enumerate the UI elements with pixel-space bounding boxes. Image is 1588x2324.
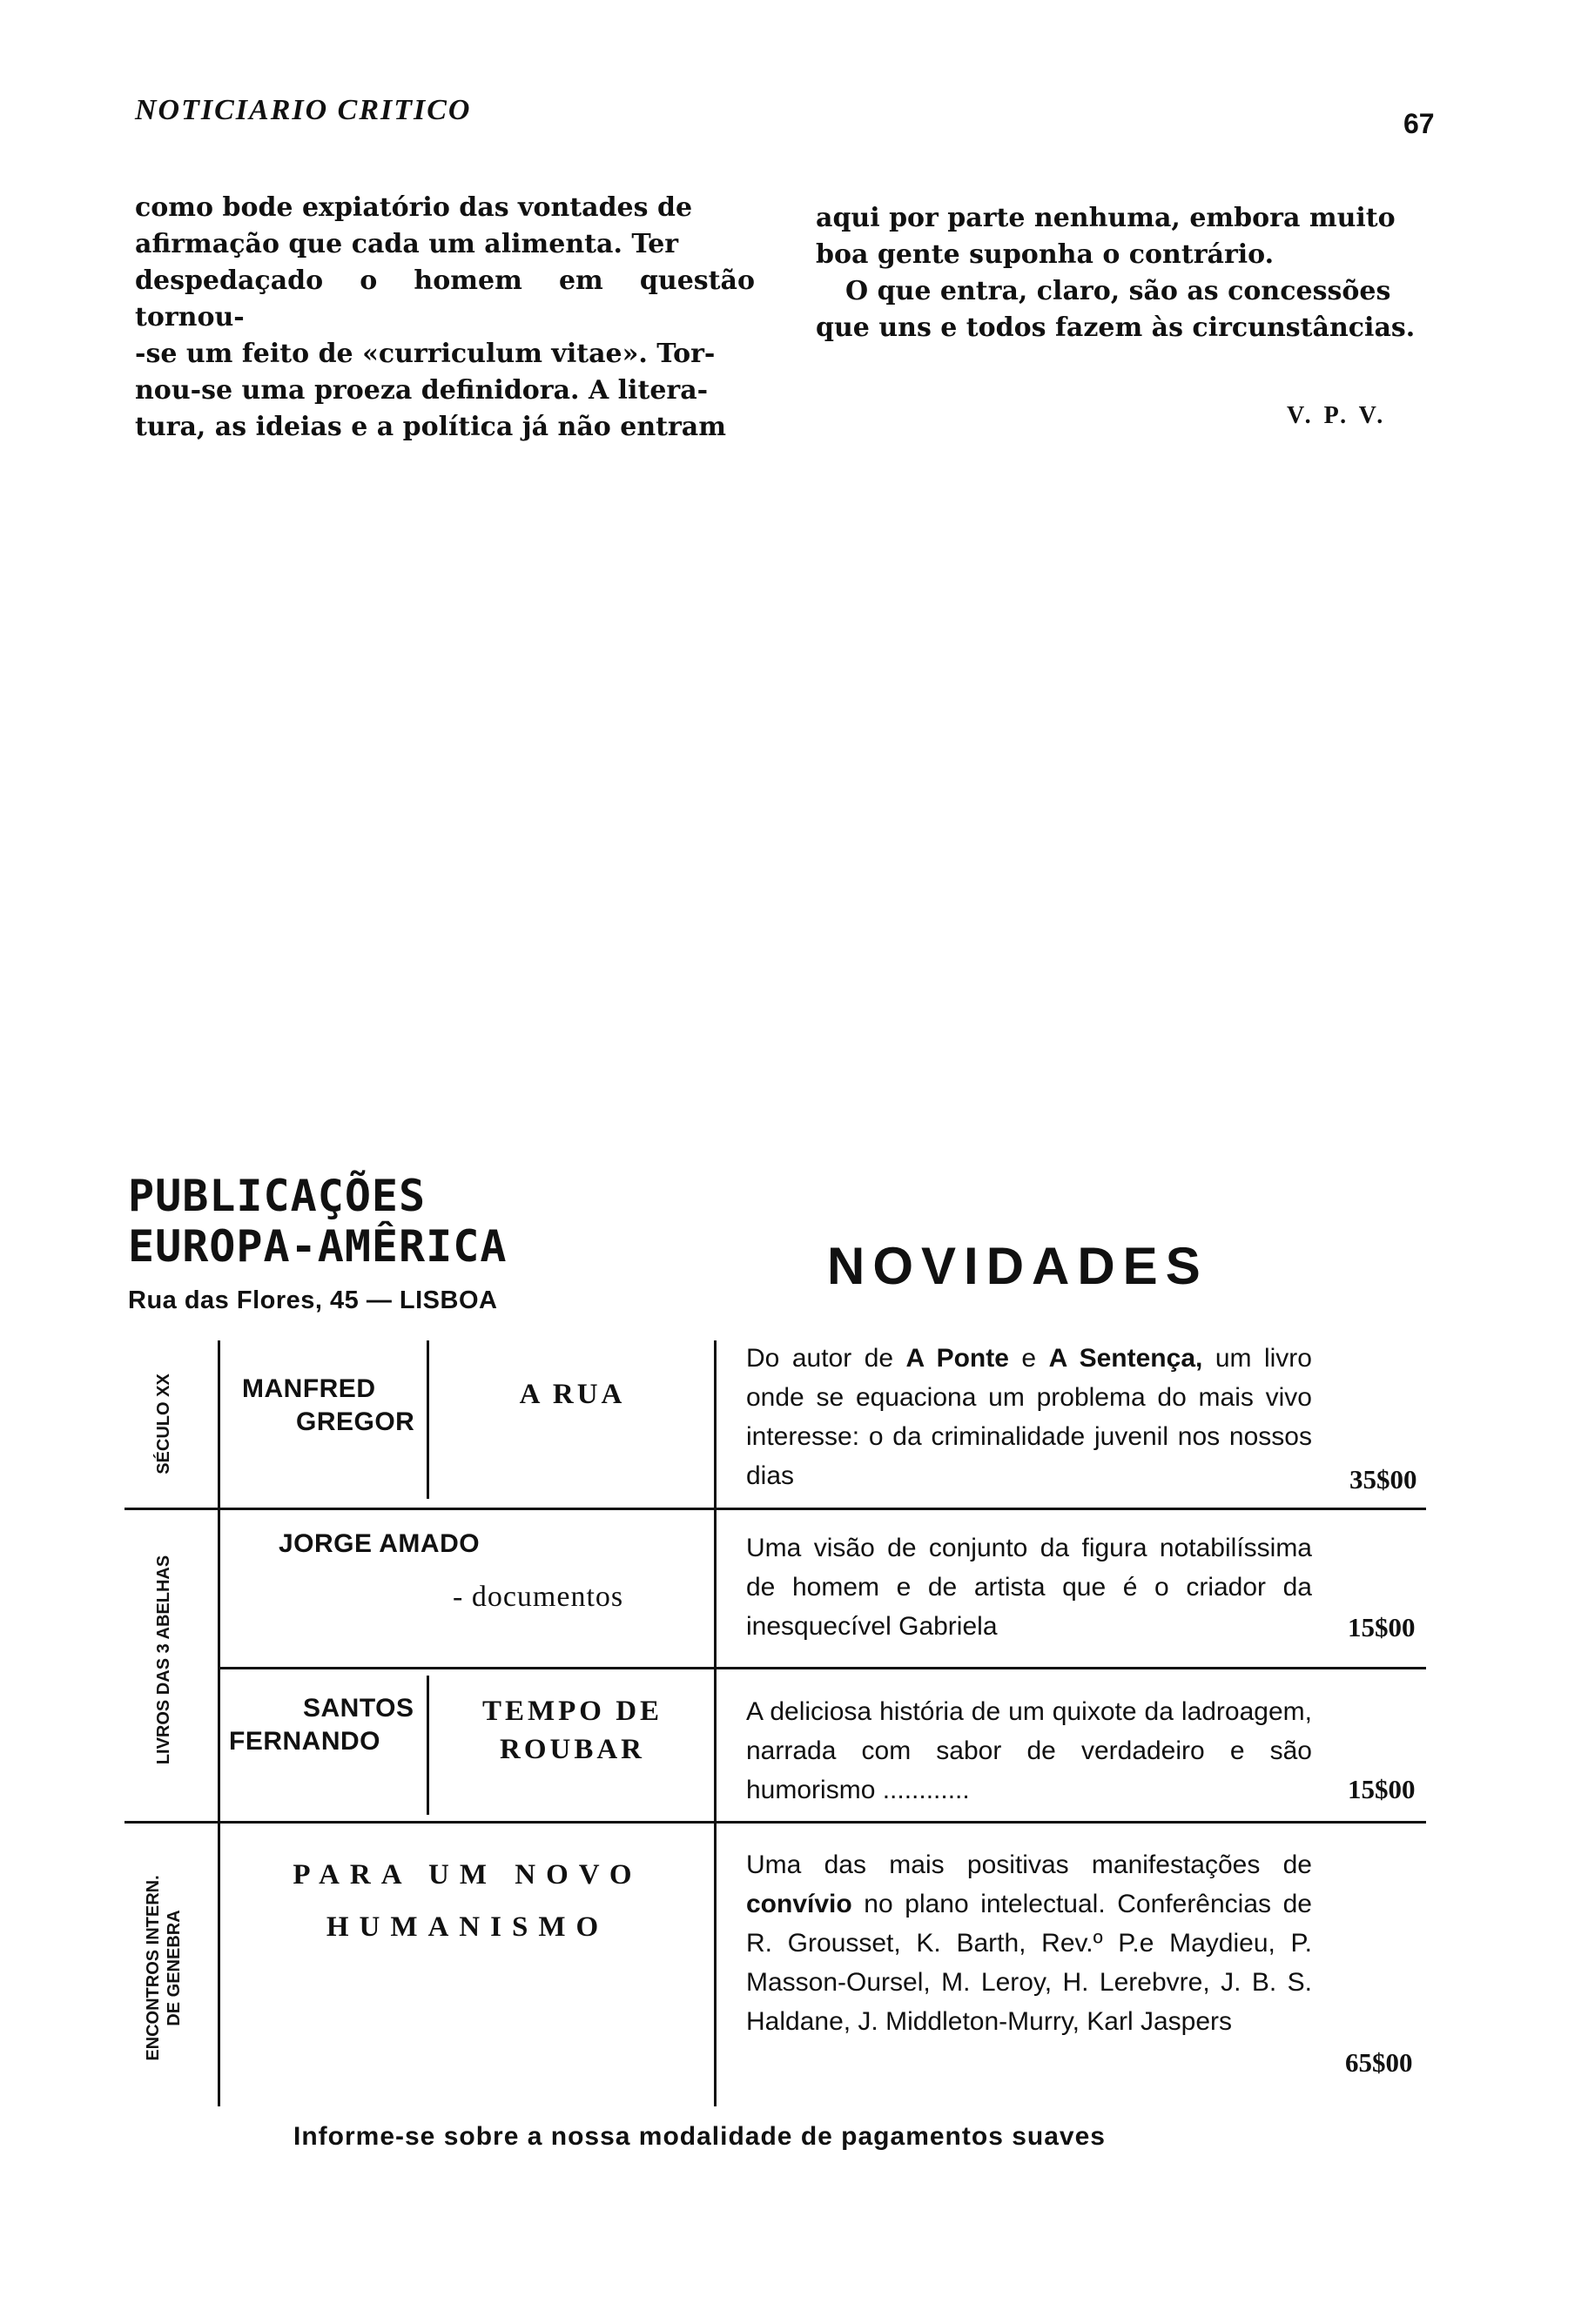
text-line: tura, as ideias e a política já não entram bbox=[135, 412, 726, 442]
collection-livros-3-abelhas: LIVROS DAS 3 ABELHAS bbox=[154, 1555, 173, 1765]
text-line: nou-se uma proeza definidora. A litera- bbox=[135, 375, 709, 406]
author-line: GREGOR bbox=[296, 1407, 415, 1436]
ad-divider bbox=[218, 1667, 1426, 1669]
book-description bbox=[746, 1845, 1312, 2041]
text-line: boa gente suponha o contrário. bbox=[816, 239, 1275, 270]
collection-label-line: DE GENEBRA bbox=[165, 1910, 184, 2026]
book-author: JORGE AMADO bbox=[279, 1529, 481, 1558]
text-line: -se um feito de «curriculum vitae». Tor- bbox=[135, 339, 716, 369]
title-line: ROUBAR bbox=[499, 1734, 645, 1765]
book-title bbox=[435, 1692, 710, 1769]
book-description bbox=[746, 1339, 1312, 1495]
book-title bbox=[228, 1849, 707, 1953]
collection-encontros-genebra bbox=[143, 1859, 186, 2077]
title-line: HUMANISMO bbox=[326, 1911, 609, 1943]
ad-column-rule bbox=[427, 1676, 429, 1815]
running-title: NOTICIARIO CRITICO bbox=[135, 94, 472, 126]
text-line: despedaçado o homem em questão tornou- bbox=[135, 265, 755, 332]
book-price: 15$00 bbox=[1348, 1774, 1416, 1804]
book-price: 35$00 bbox=[1349, 1464, 1417, 1494]
page-number: 67 bbox=[1403, 108, 1435, 139]
title-line: TEMPO DE bbox=[481, 1696, 663, 1727]
desc-bold: convívio bbox=[746, 1890, 852, 1918]
book-author bbox=[242, 1373, 414, 1439]
article-right-column bbox=[816, 200, 1436, 346]
collection-seculo-xx: SÉCULO XX bbox=[154, 1374, 173, 1474]
collection-label-line: ENCONTROS INTERN. bbox=[144, 1875, 163, 2061]
text-line: aqui por parte nenhuma, embora muito bbox=[816, 203, 1396, 233]
publisher-address: Rua das Flores, 45 — LISBOA bbox=[128, 1286, 498, 1314]
title-line: PARA UM NOVO bbox=[293, 1859, 643, 1891]
ad-divider bbox=[124, 1508, 1426, 1510]
ad-column-rule bbox=[427, 1340, 429, 1499]
publisher-name bbox=[128, 1171, 507, 1272]
desc-text: Do autor de bbox=[746, 1344, 906, 1373]
book-author bbox=[229, 1692, 414, 1758]
publisher-name-line: EUROPA-AMÊRICA bbox=[128, 1221, 508, 1272]
text-line: como bode expiatório das vontades de bbox=[135, 192, 693, 223]
author-line: SANTOS bbox=[303, 1694, 414, 1723]
author-line: MANFRED bbox=[242, 1374, 376, 1403]
desc-text: um livro onde se equaciona um problema do mais vivo interesse: o da criminalidade juvenil nos nossos dias bbox=[746, 1344, 1312, 1490]
author-line: FERNANDO bbox=[229, 1727, 380, 1756]
ad-column-rule bbox=[218, 1340, 220, 2106]
ad-heading: NOVIDADES bbox=[827, 1237, 1208, 1295]
desc-text: Uma das mais positivas manifestações de bbox=[746, 1850, 1312, 1879]
desc-bold: A Sentença, bbox=[1048, 1344, 1203, 1373]
text-line: O que entra, claro, são as concessões bbox=[845, 276, 1391, 306]
desc-text: e bbox=[1008, 1344, 1049, 1373]
ad-column-rule bbox=[714, 1340, 717, 2106]
text-line: que uns e todos fazem às circunstâncias. bbox=[816, 312, 1416, 343]
desc-text: no plano intelectual. Conferências de R. Grousset, K. Barth, Rev.º P.e Maydieu, P. Masson-Oursel, M. Leroy, H. Lerebvre, J. B. S. Haldane, J. Middleton-Murry, Karl Jaspers bbox=[746, 1890, 1312, 2036]
article-signature: V. P. V. bbox=[1287, 402, 1387, 429]
book-price: 15$00 bbox=[1348, 1612, 1416, 1642]
book-title: A RUA bbox=[519, 1379, 626, 1410]
text-line: afirmação que cada um alimenta. Ter bbox=[135, 229, 679, 259]
book-description: Uma visão de conjunto da figura notabilíssima de homem e de artista que é o criador da inesquecível Gabriela bbox=[746, 1534, 1312, 1641]
ad-footer: Informe-se sobre a nossa modalidade de pagamentos suaves bbox=[293, 2122, 1106, 2151]
book-title: - documentos bbox=[453, 1581, 624, 1613]
book-price: 65$00 bbox=[1345, 2047, 1413, 2078]
publisher-name-line: PUBLICAÇÕES bbox=[128, 1171, 427, 1221]
article-left-column bbox=[135, 190, 755, 446]
ad-divider bbox=[124, 1821, 1426, 1824]
book-description: A deliciosa história de um quixote da ladroagem, narrada com sabor de verdadeiro e são humorismo ............ bbox=[746, 1697, 1312, 1804]
desc-bold: A Ponte bbox=[905, 1344, 1009, 1373]
